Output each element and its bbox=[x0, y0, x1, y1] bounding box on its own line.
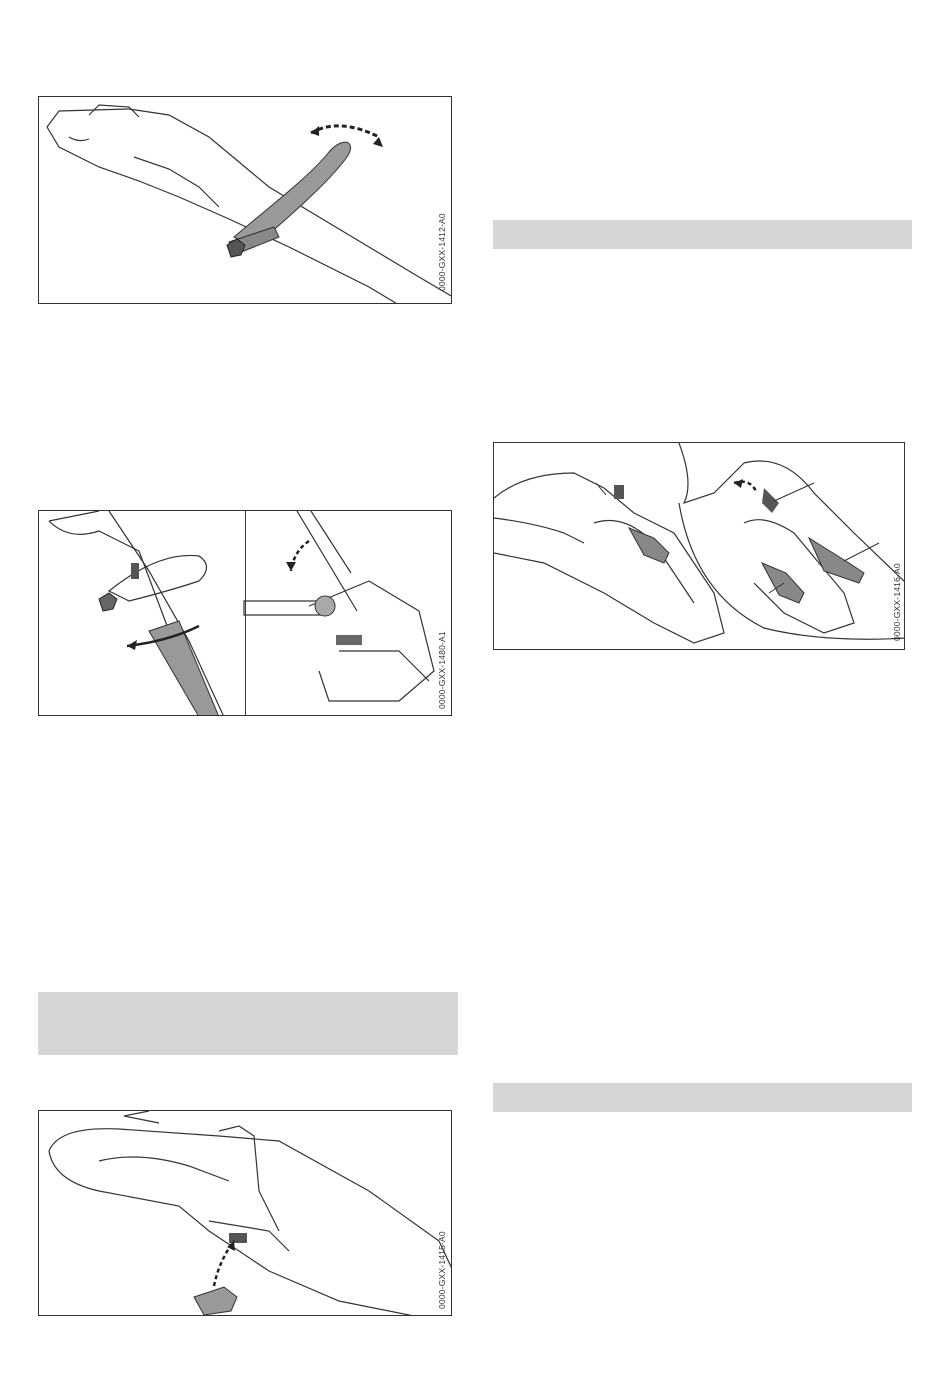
figure-code-label: 0000-GXX-1415-A0 bbox=[437, 1231, 447, 1309]
figure-loop-handle bbox=[38, 96, 452, 304]
section-heading-bar bbox=[38, 992, 458, 1055]
figure-divider bbox=[245, 511, 246, 716]
safety-key-insert-diagram bbox=[39, 1111, 452, 1316]
figure-code-label: 0000-GXX-1412-A0 bbox=[437, 213, 447, 291]
section-heading-bar bbox=[493, 1083, 912, 1112]
figure-safety-key bbox=[38, 1110, 452, 1316]
figure-code-label: 0000-GXX-1416-A0 bbox=[892, 563, 902, 641]
figure-battery-release bbox=[493, 442, 905, 650]
battery-release-diagram bbox=[494, 443, 905, 650]
figure-code-label: 0000-GXX-1480-A1 bbox=[437, 631, 447, 709]
figure-handle-fold bbox=[38, 510, 452, 716]
section-heading-bar bbox=[493, 220, 912, 249]
loop-handle-rotate-diagram bbox=[39, 97, 452, 304]
